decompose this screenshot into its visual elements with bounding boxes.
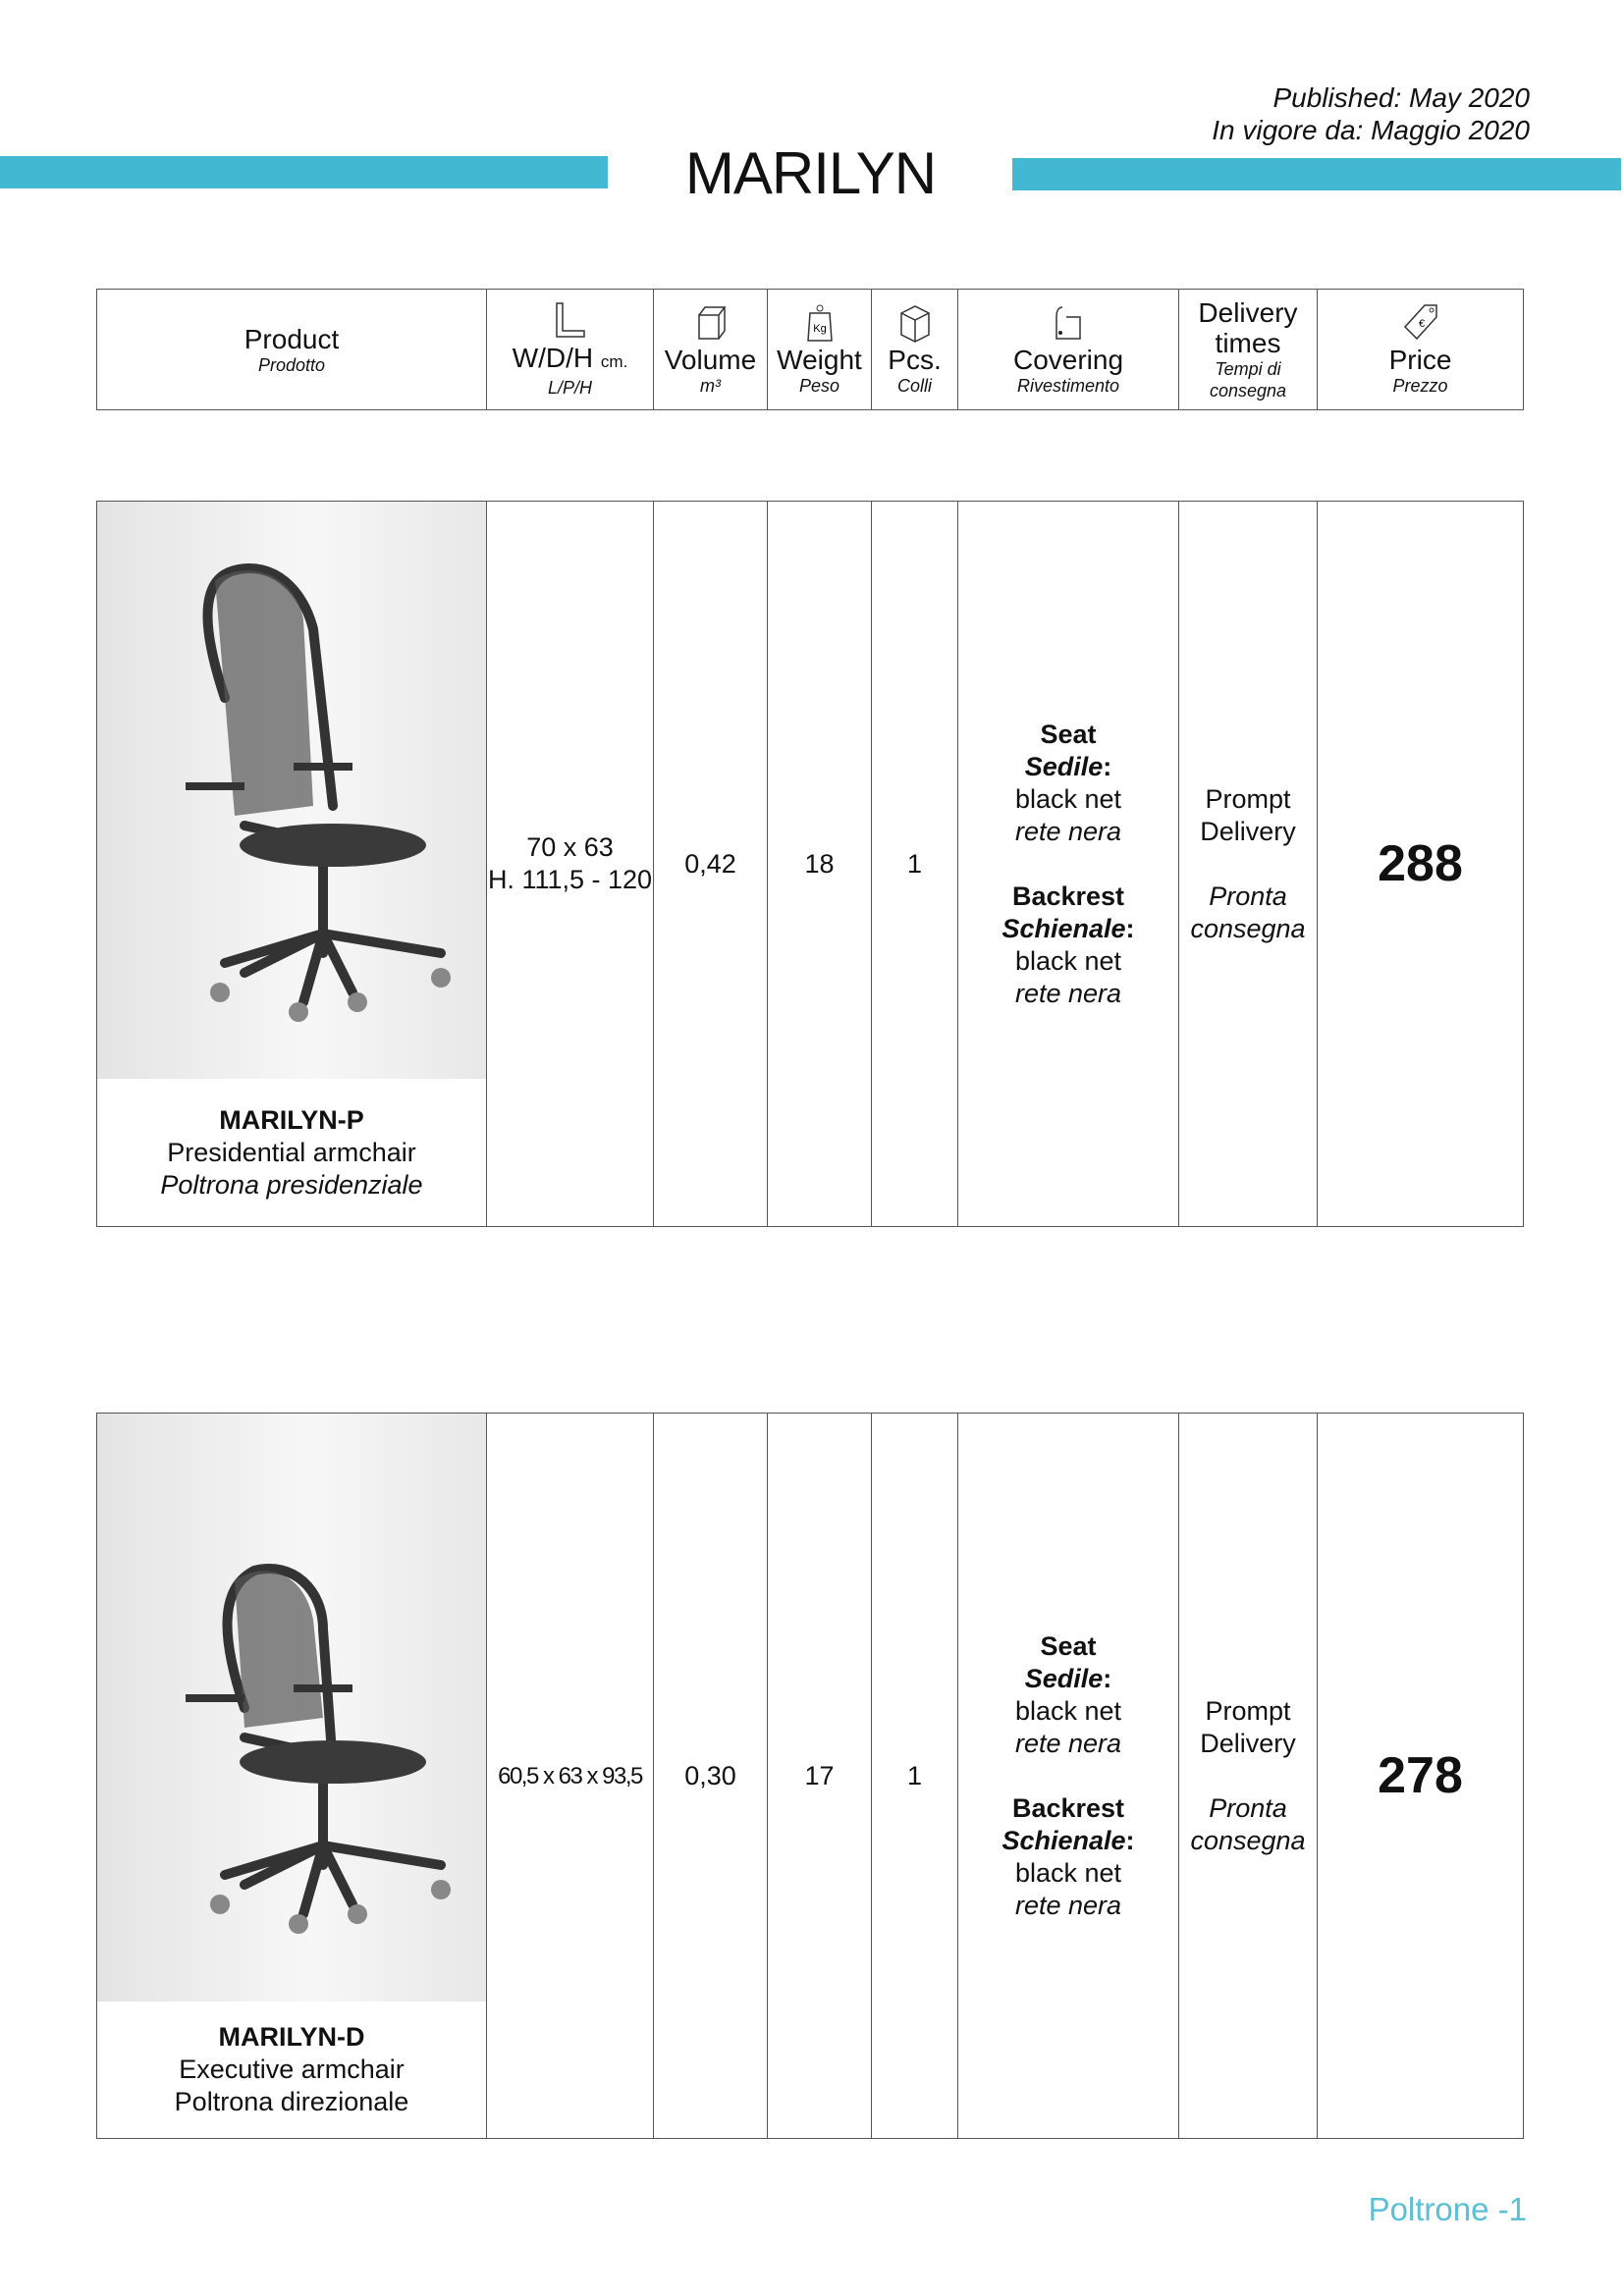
accent-bar-right — [1012, 158, 1621, 190]
weight-icon — [800, 303, 839, 343]
header-pieces: Pcs. Colli — [872, 290, 958, 410]
page-footer: Poltrone -1 — [1368, 2191, 1527, 2227]
product-row — [96, 501, 1524, 1227]
header-volume: Volume m³ — [654, 290, 768, 410]
product-name-it: Poltrona direzionale — [174, 2087, 409, 2116]
fabric-roll-icon — [1049, 303, 1088, 343]
column-header-table — [96, 289, 1524, 410]
product-row — [96, 1413, 1524, 2139]
header-price: € Price Prezzo — [1318, 290, 1524, 410]
product-cell — [97, 502, 487, 1227]
product-code: MARILYN-D — [218, 2022, 365, 2052]
header-product: Product Prodotto — [97, 290, 487, 410]
chair-image — [97, 502, 487, 1079]
price-tag-icon — [1401, 303, 1440, 343]
price-cell: 278 — [1318, 1414, 1524, 2139]
product-cell — [97, 1414, 487, 2139]
weight-cell: 18 — [768, 502, 872, 1227]
header-covering: Covering Rivestimento — [958, 290, 1179, 410]
product-name-en: Presidential armchair — [167, 1137, 416, 1167]
price-cell: 288 — [1318, 502, 1524, 1227]
header-weight: Kg Weight Peso — [768, 290, 872, 410]
accent-bar-left — [0, 156, 608, 188]
covering-cell: Seat Sedile: black net rete nera Backrest Schienale: black net rete nera — [958, 502, 1179, 1227]
product-image — [97, 502, 486, 1079]
ruler-icon — [551, 301, 590, 341]
dimensions-cell: 70 x 63 H. 111,5 - 120 — [487, 502, 654, 1227]
pieces-cell: 1 — [872, 1414, 958, 2139]
published-date: Published: May 2020 — [1272, 82, 1530, 113]
volume-cell: 0,30 — [654, 1414, 768, 2139]
page-title: MARILYN — [684, 140, 937, 206]
box-icon — [895, 303, 935, 343]
weight-cell: 17 — [768, 1414, 872, 2139]
pieces-cell: 1 — [872, 502, 958, 1227]
svg-text:Kg: Kg — [812, 322, 827, 335]
chair-image — [97, 1414, 487, 2002]
header-delivery: Delivery times Tempi di consegna — [1179, 290, 1318, 410]
product-name-en: Executive armchair — [179, 2055, 405, 2084]
delivery-cell: Prompt Delivery Pronta consegna — [1179, 502, 1318, 1227]
volume-cell: 0,42 — [654, 502, 768, 1227]
delivery-cell: Prompt Delivery Pronta consegna — [1179, 1414, 1318, 2139]
covering-cell: Seat Sedile: black net rete nera Backrest Schienale: black net rete nera — [958, 1414, 1179, 2139]
svg-text:€: € — [1418, 317, 1425, 330]
cube-icon — [691, 303, 731, 343]
product-code: MARILYN-P — [219, 1104, 364, 1135]
product-name-it: Poltrona presidenziale — [160, 1169, 423, 1200]
header-dimensions: W/D/H cm. L/P/H — [487, 290, 654, 410]
product-image — [97, 1414, 486, 2002]
dimensions-cell: 60,5 x 63 x 93,5 — [487, 1414, 654, 2139]
effective-date: In vigore da: Maggio 2020 — [1212, 115, 1530, 145]
